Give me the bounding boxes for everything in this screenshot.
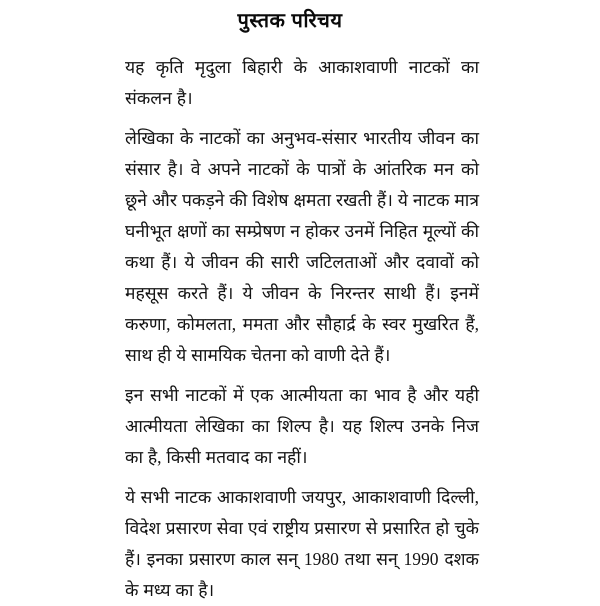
body-text-block bbox=[125, 52, 479, 606]
paragraph-3: इन सभी नाटकों में एक आत्मीयता का भाव है और यही आत्मीयता लेखिका का शिल्प है। यह शिल्प उनके निज का है, किसी मतवाद का नहीं। bbox=[125, 385, 479, 467]
paragraph-1: यह कृति मृदुला बिहारी के आकाशवाणी नाटकों का संकलन है। bbox=[125, 57, 479, 108]
page-title: पुस्तक परिचय bbox=[237, 10, 343, 32]
paragraph-4: ये सभी नाटक आकाशवाणी जयपुर, आकाशवाणी दिल्ली, विदेश प्रसारण सेवा एवं राष्ट्रीय प्रसारण से प्रसारित हो चुके हैं। इनका प्रसारण काल सन् 1980 तथा सन् 1990 दशक के मध्य का है। bbox=[125, 487, 479, 600]
paragraph-2: लेखिका के नाटकों का अनुभव-संसार भारतीय जीवन का संसार है। वे अपने नाटकों के पात्रों के आंतरिक मन को छूने और पकड़ने की विशेष क्षमता रखती हैं। ये नाटक मात्र घनीभूत क्षणों का सम्प्रेषण न होकर उनमें निहित मूल्यों की कथा हैं। ये जीवन की सारी जटिलताओं और दवावों को महसूस करते हैं। ये जीवन के निरन्तर साथी हैं। इनमें करुणा, कोमलता, ममता और सौहार्द्र के स्वर मुखरित हैं, साथ ही ये सामयिक चेतना को वाणी देते हैं। bbox=[125, 128, 479, 365]
